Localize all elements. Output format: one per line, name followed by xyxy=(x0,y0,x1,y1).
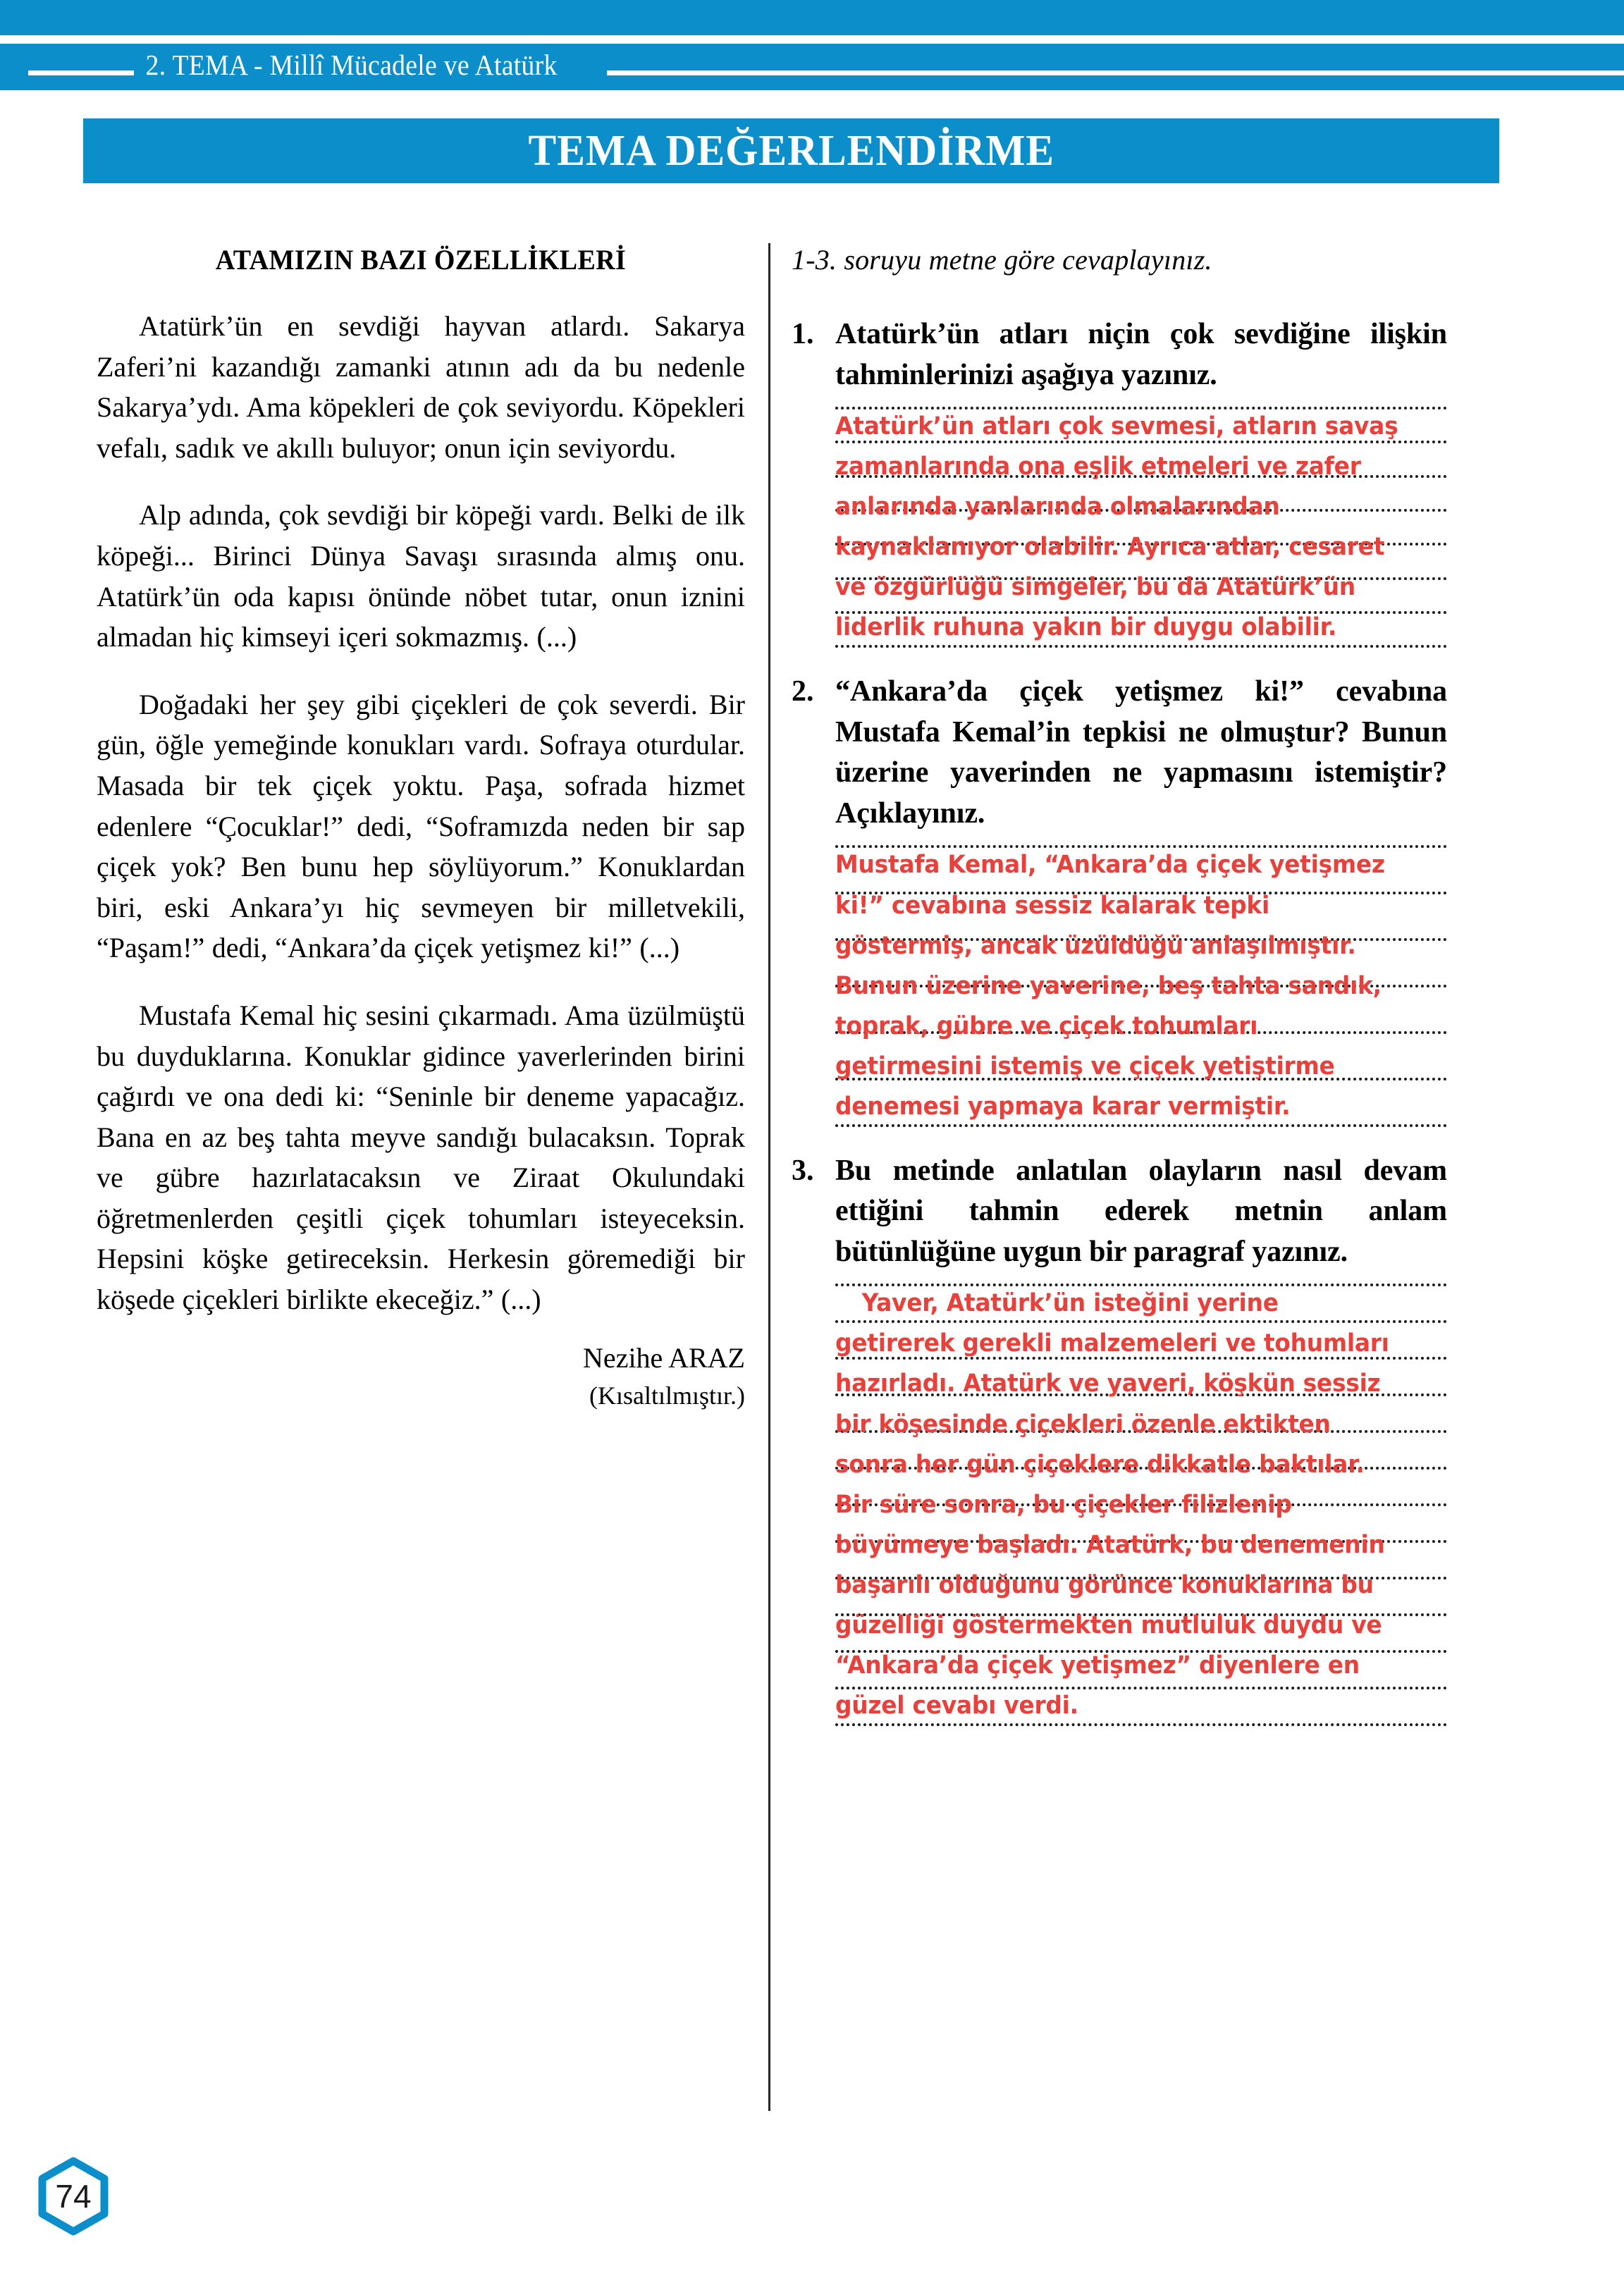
reading-text-column xyxy=(97,243,745,1413)
question-3 xyxy=(792,1151,1447,1273)
answer-text-1[interactable]: Atatürk’ün atları çok sevmesi, atların savaş zamanlarında ona eşlik etmeleri ve zafer anlarında yanlarında olmalarından kaynaklanıyor olabilir. Ayrıca atlar, cesaret ve özgürlüğü simgeler, bu da Atatürk’ün liderlik ruhuna yakın bir duygu olabilir. xyxy=(835,412,1398,642)
story-author xyxy=(97,1338,745,1413)
question-number: 1. xyxy=(792,318,814,350)
theme-header xyxy=(0,37,1624,93)
question-number: 3. xyxy=(792,1154,814,1187)
story-paragraph: Atatürk’ün en sevdiği hayvan atlardı. Sakarya Zaferi’ni kazandığı zamanki atının adı da bu nedenle Sakarya’ydı. Ama köpekleri de çok seviyordu. Köpekleri vefalı, sadık ve akıllı buluyor; onun için seviyordu. xyxy=(97,310,745,464)
answer-text-2[interactable]: Mustafa Kemal, “Ankara’da çiçek yetişmez ki!” cevabına sessiz kalarak tepki göstermiş, ancak üzüldüğü anlaşılmıştır. Bunun üzerine yaverine, beş tahta sandık, toprak, gübre ve çiçek tohumları getirmesini istemiş ve çiçek yetiştirme denemesi yapmaya karar vermiştir. xyxy=(835,851,1385,1121)
top-blue-band xyxy=(0,0,1624,35)
story-title: ATAMIZIN BAZI ÖZELLİKLERİ xyxy=(215,244,627,276)
page-number-badge xyxy=(37,2157,110,2236)
question-1 xyxy=(792,314,1447,395)
page-body xyxy=(0,211,1624,2129)
question-text: Atatürk’ün atları niçin çok sevdiğine ilişkin tahminlerinizi aşağıya yazınız. xyxy=(835,318,1447,391)
story-paragraph: Mustafa Kemal hiç sesini çıkarmadı. Ama üzülmüştü bu duyduklarına. Konuklar gidince yaverlerinden birini çağırdı ve ona dedi ki: “Seninle bir deneme yapacağız. Bana en az beş tahta meyve sandığı bulacaksın. Toprak ve gübre hazırlatacaksın ve Ziraat Okulundaki öğretmenlerden çeşitli çiçek tohumları isteyeceksin. Hepsini köşke getireceksin. Herkesin göremediği bir köşede çiçekleri birlikte ekeceğiz.” (...) xyxy=(97,999,745,1316)
answer-area-2[interactable] xyxy=(792,845,1447,1126)
answer-text-3[interactable]: Yaver, Atatürk’ün isteğini yerine getirerek gerekli malzemeleri ve tohumları hazırladı. Atatürk ve yaveri, köşkün sessiz bir köşesinde çiçekleri özenle ektikten sonra her gün çiçeklere dikkatle baktılar. Bir süre sonra, bu çiçekler filizlenip büyümeye başladı. Atatürk, bu denemenin başarılı olduğunu görünce konuklarına bu güzelliği göstermekten mutluluk duydu ve “Ankara’da çiçek yetişmez” diyenlere en güzel cevabı verdi. xyxy=(835,1289,1389,1720)
answer-area-3[interactable] xyxy=(792,1283,1447,1726)
page-title: TEMA DEĞERLENDİRME xyxy=(528,126,1054,175)
page-number: 74 xyxy=(55,2178,92,2215)
question-text: Bu metinde anlatılan olayların nasıl devam ettiğini tahmin ederek metnin anlam bütünlüğüne uygun bir paragraf yazınız. xyxy=(835,1154,1447,1268)
question-2 xyxy=(792,672,1447,834)
question-text: “Ankara’da çiçek yetişmez ki!” cevabına Mustafa Kemal’in tepkisi ne olmuştur? Bunun üzerine yaverinden ne yapmasını istemiştir? Açıklayınız. xyxy=(835,675,1447,830)
question-number: 2. xyxy=(792,675,814,708)
questions-instruction: 1-3. soruyu metne göre cevaplayınız. xyxy=(792,244,1212,276)
story-paragraph: Doğadaki her şey gibi çiçekleri de çok severdi. Bir gün, öğle yemeğinde konukları vardı. Sofraya oturdular. Masada bir tek çiçek yoktu. Paşa, sofrada hizmet edenlere “Çocuklar!” dedi, “Soframızda neden bir sap çiçek yok? Ben bunu hep söylüyorum.” Konuklardan biri, eski Ankara’yı hiç sevmeyen bir milletvekili, “Paşam!” dedi, “Ankara’da çiçek yetişmez ki!” (...) xyxy=(97,688,745,964)
header-rule-left xyxy=(28,70,134,75)
header-rule-right xyxy=(607,70,1624,75)
theme-label: 2. TEMA - Millî Mücadele ve Atatürk xyxy=(145,49,558,81)
questions-column xyxy=(792,243,1447,1750)
story-paragraph: Alp adında, çok sevdiği bir köpeği vardı. Belki de ilk köpeği... Birinci Dünya Savaşı sırasında almış onu. Atatürk’ün oda kapısı önünde nöbet tutar, onun iznini almadan hiç kimseyi içeri sokmazmış. (...) xyxy=(97,499,745,653)
column-divider xyxy=(768,243,770,2111)
author-note: (Kısaltılmıştır.) xyxy=(589,1381,745,1410)
page-title-banner xyxy=(83,118,1499,183)
answer-area-1[interactable] xyxy=(792,407,1447,648)
author-name: Nezihe ARAZ xyxy=(583,1341,745,1374)
